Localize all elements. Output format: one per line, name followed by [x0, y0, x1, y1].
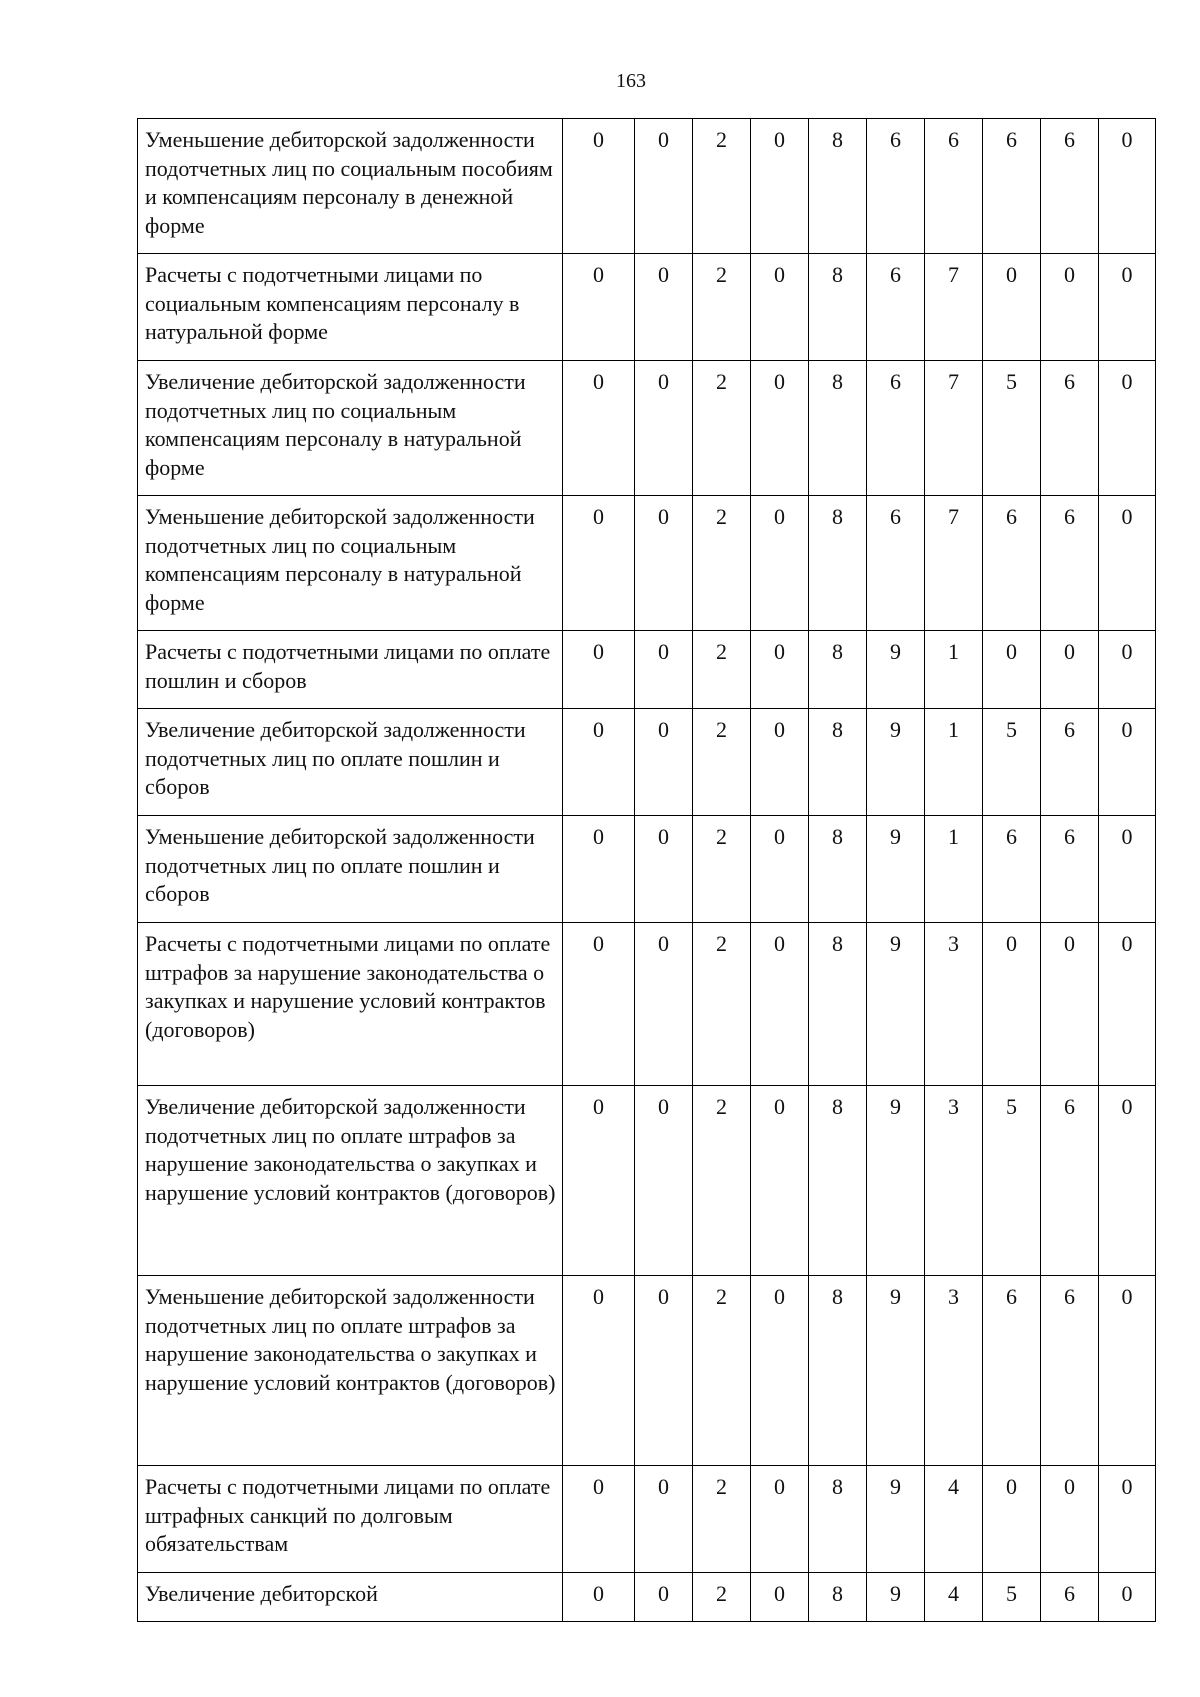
code-digit-cell: 0	[1099, 923, 1156, 1086]
row-name-cell: Расчеты с подотчетными лицами по оплате пошлин и сборов	[138, 631, 563, 709]
code-digit-cell: 8	[809, 1276, 867, 1466]
code-digit-cell: 0	[635, 1276, 693, 1466]
table-row	[138, 119, 1156, 254]
code-digit-cell: 8	[809, 1466, 867, 1573]
code-digit-cell: 6	[1041, 709, 1099, 816]
code-digit-cell: 0	[751, 709, 809, 816]
code-digit-cell: 0	[635, 254, 693, 361]
code-digit-cell: 0	[751, 361, 809, 496]
table-row	[138, 361, 1156, 496]
table-row	[138, 1466, 1156, 1573]
code-digit-cell: 2	[693, 254, 751, 361]
code-digit-cell: 0	[563, 1466, 635, 1573]
code-digit-cell: 8	[809, 361, 867, 496]
code-digit-cell: 0	[635, 1086, 693, 1276]
code-digit-cell: 9	[867, 1466, 925, 1573]
code-digit-cell: 0	[563, 816, 635, 923]
code-digit-cell: 6	[1041, 496, 1099, 631]
code-digit-cell: 1	[925, 709, 983, 816]
code-digit-cell: 0	[1099, 631, 1156, 709]
code-digit-cell: 0	[1041, 923, 1099, 1086]
code-digit-cell: 2	[693, 631, 751, 709]
code-digit-cell: 0	[635, 361, 693, 496]
account-codes-table	[137, 118, 1156, 1622]
code-digit-cell: 7	[925, 361, 983, 496]
code-digit-cell: 0	[1099, 254, 1156, 361]
code-digit-cell: 6	[1041, 119, 1099, 254]
code-digit-cell: 8	[809, 1086, 867, 1276]
code-digit-cell: 0	[635, 496, 693, 631]
code-digit-cell: 8	[809, 1573, 867, 1622]
code-digit-cell: 4	[925, 1466, 983, 1573]
code-digit-cell: 9	[867, 1276, 925, 1466]
code-digit-cell: 6	[1041, 816, 1099, 923]
code-digit-cell: 0	[983, 1466, 1041, 1573]
code-digit-cell: 6	[925, 119, 983, 254]
code-digit-cell: 0	[1099, 1276, 1156, 1466]
code-digit-cell: 0	[751, 1466, 809, 1573]
code-digit-cell: 0	[1099, 709, 1156, 816]
code-digit-cell: 0	[1099, 119, 1156, 254]
row-name-cell: Увеличение дебиторской задолженности подотчетных лиц по оплате штрафов за нарушение законодательства о закупках и нарушение условий контрактов (договоров)	[138, 1086, 563, 1276]
code-digit-cell: 0	[1041, 631, 1099, 709]
code-digit-cell: 2	[693, 119, 751, 254]
code-digit-cell: 2	[693, 923, 751, 1086]
row-name-cell: Уменьшение дебиторской задолженности подотчетных лиц по оплате штрафов за нарушение законодательства о закупках и нарушение условий контрактов (договоров)	[138, 1276, 563, 1466]
code-digit-cell: 0	[563, 1086, 635, 1276]
code-digit-cell: 0	[563, 923, 635, 1086]
code-digit-cell: 8	[809, 816, 867, 923]
code-digit-cell: 0	[983, 631, 1041, 709]
code-digit-cell: 0	[1099, 496, 1156, 631]
code-digit-cell: 3	[925, 923, 983, 1086]
code-digit-cell: 0	[983, 923, 1041, 1086]
code-digit-cell: 0	[563, 361, 635, 496]
code-digit-cell: 0	[563, 1573, 635, 1622]
code-digit-cell: 9	[867, 1573, 925, 1622]
code-digit-cell: 0	[1099, 1466, 1156, 1573]
code-digit-cell: 0	[751, 254, 809, 361]
code-digit-cell: 3	[925, 1086, 983, 1276]
code-digit-cell: 6	[983, 1276, 1041, 1466]
row-name-cell: Увеличение дебиторской задолженности подотчетных лиц по оплате пошлин и сборов	[138, 709, 563, 816]
code-digit-cell: 0	[635, 1466, 693, 1573]
code-digit-cell: 6	[1041, 361, 1099, 496]
code-digit-cell: 6	[867, 119, 925, 254]
row-name-cell: Увеличение дебиторской задолженности подотчетных лиц по социальным компенсациям персоналу в натуральной форме	[138, 361, 563, 496]
code-digit-cell: 2	[693, 1276, 751, 1466]
table-row	[138, 631, 1156, 709]
code-digit-cell: 0	[1041, 254, 1099, 361]
code-digit-cell: 0	[751, 631, 809, 709]
table-row	[138, 1276, 1156, 1466]
code-digit-cell: 0	[751, 1276, 809, 1466]
code-digit-cell: 0	[1099, 361, 1156, 496]
code-digit-cell: 1	[925, 631, 983, 709]
code-digit-cell: 2	[693, 816, 751, 923]
code-digit-cell: 6	[1041, 1086, 1099, 1276]
row-name-cell: Уменьшение дебиторской задолженности подотчетных лиц по социальным компенсациям персоналу в натуральной форме	[138, 496, 563, 631]
table-row	[138, 1086, 1156, 1276]
code-digit-cell: 6	[983, 816, 1041, 923]
table-row	[138, 496, 1156, 631]
row-name-cell: Уменьшение дебиторской задолженности подотчетных лиц по социальным пособиям и компенсациям персоналу в денежной форме	[138, 119, 563, 254]
code-digit-cell: 0	[751, 119, 809, 254]
row-name-cell: Расчеты с подотчетными лицами по оплате штрафов за нарушение законодательства о закупках и нарушение условий контрактов (договоров)	[138, 923, 563, 1086]
code-digit-cell: 5	[983, 709, 1041, 816]
code-digit-cell: 8	[809, 709, 867, 816]
code-digit-cell: 3	[925, 1276, 983, 1466]
code-digit-cell: 1	[925, 816, 983, 923]
code-digit-cell: 2	[693, 496, 751, 631]
code-digit-cell: 6	[983, 119, 1041, 254]
code-digit-cell: 2	[693, 1086, 751, 1276]
code-digit-cell: 6	[1041, 1276, 1099, 1466]
code-digit-cell: 0	[751, 923, 809, 1086]
code-digit-cell: 7	[925, 254, 983, 361]
code-digit-cell: 9	[867, 923, 925, 1086]
code-digit-cell: 0	[751, 816, 809, 923]
code-digit-cell: 5	[983, 1573, 1041, 1622]
code-digit-cell: 0	[751, 1086, 809, 1276]
code-digit-cell: 0	[563, 254, 635, 361]
row-name-cell: Расчеты с подотчетными лицами по оплате штрафных санкций по долговым обязательствам	[138, 1466, 563, 1573]
code-digit-cell: 6	[983, 496, 1041, 631]
code-digit-cell: 5	[983, 1086, 1041, 1276]
code-digit-cell: 0	[635, 709, 693, 816]
code-digit-cell: 0	[563, 1276, 635, 1466]
code-digit-cell: 9	[867, 1086, 925, 1276]
code-digit-cell: 0	[983, 254, 1041, 361]
code-digit-cell: 0	[751, 1573, 809, 1622]
table-row	[138, 1573, 1156, 1622]
code-digit-cell: 0	[1041, 1466, 1099, 1573]
code-digit-cell: 6	[867, 254, 925, 361]
code-digit-cell: 0	[1099, 1086, 1156, 1276]
code-digit-cell: 9	[867, 709, 925, 816]
code-digit-cell: 0	[563, 496, 635, 631]
code-digit-cell: 0	[635, 816, 693, 923]
code-digit-cell: 7	[925, 496, 983, 631]
code-digit-cell: 2	[693, 709, 751, 816]
table-row	[138, 254, 1156, 361]
code-digit-cell: 8	[809, 923, 867, 1086]
code-digit-cell: 0	[1099, 816, 1156, 923]
code-digit-cell: 0	[751, 496, 809, 631]
code-digit-cell: 6	[867, 361, 925, 496]
row-name-cell: Уменьшение дебиторской задолженности подотчетных лиц по оплате пошлин и сборов	[138, 816, 563, 923]
code-digit-cell: 2	[693, 1466, 751, 1573]
code-digit-cell: 0	[563, 631, 635, 709]
code-digit-cell: 8	[809, 119, 867, 254]
code-digit-cell: 6	[1041, 1573, 1099, 1622]
code-digit-cell: 9	[867, 816, 925, 923]
code-digit-cell: 4	[925, 1573, 983, 1622]
table-row	[138, 709, 1156, 816]
code-digit-cell: 8	[809, 496, 867, 631]
table-row	[138, 816, 1156, 923]
table-row	[138, 923, 1156, 1086]
code-digit-cell: 0	[1099, 1573, 1156, 1622]
code-digit-cell: 9	[867, 631, 925, 709]
code-digit-cell: 0	[635, 631, 693, 709]
code-digit-cell: 0	[563, 119, 635, 254]
code-digit-cell: 8	[809, 631, 867, 709]
page-number: 163	[616, 70, 646, 92]
code-digit-cell: 5	[983, 361, 1041, 496]
code-digit-cell: 0	[563, 709, 635, 816]
code-digit-cell: 2	[693, 1573, 751, 1622]
code-digit-cell: 0	[635, 923, 693, 1086]
code-digit-cell: 0	[635, 1573, 693, 1622]
code-digit-cell: 0	[635, 119, 693, 254]
code-digit-cell: 8	[809, 254, 867, 361]
code-digit-cell: 2	[693, 361, 751, 496]
code-digit-cell: 6	[867, 496, 925, 631]
row-name-cell: Расчеты с подотчетными лицами по социальным компенсациям персоналу в натуральной форме	[138, 254, 563, 361]
table-body	[138, 119, 1156, 1622]
row-name-cell: Увеличение дебиторской	[138, 1573, 563, 1622]
